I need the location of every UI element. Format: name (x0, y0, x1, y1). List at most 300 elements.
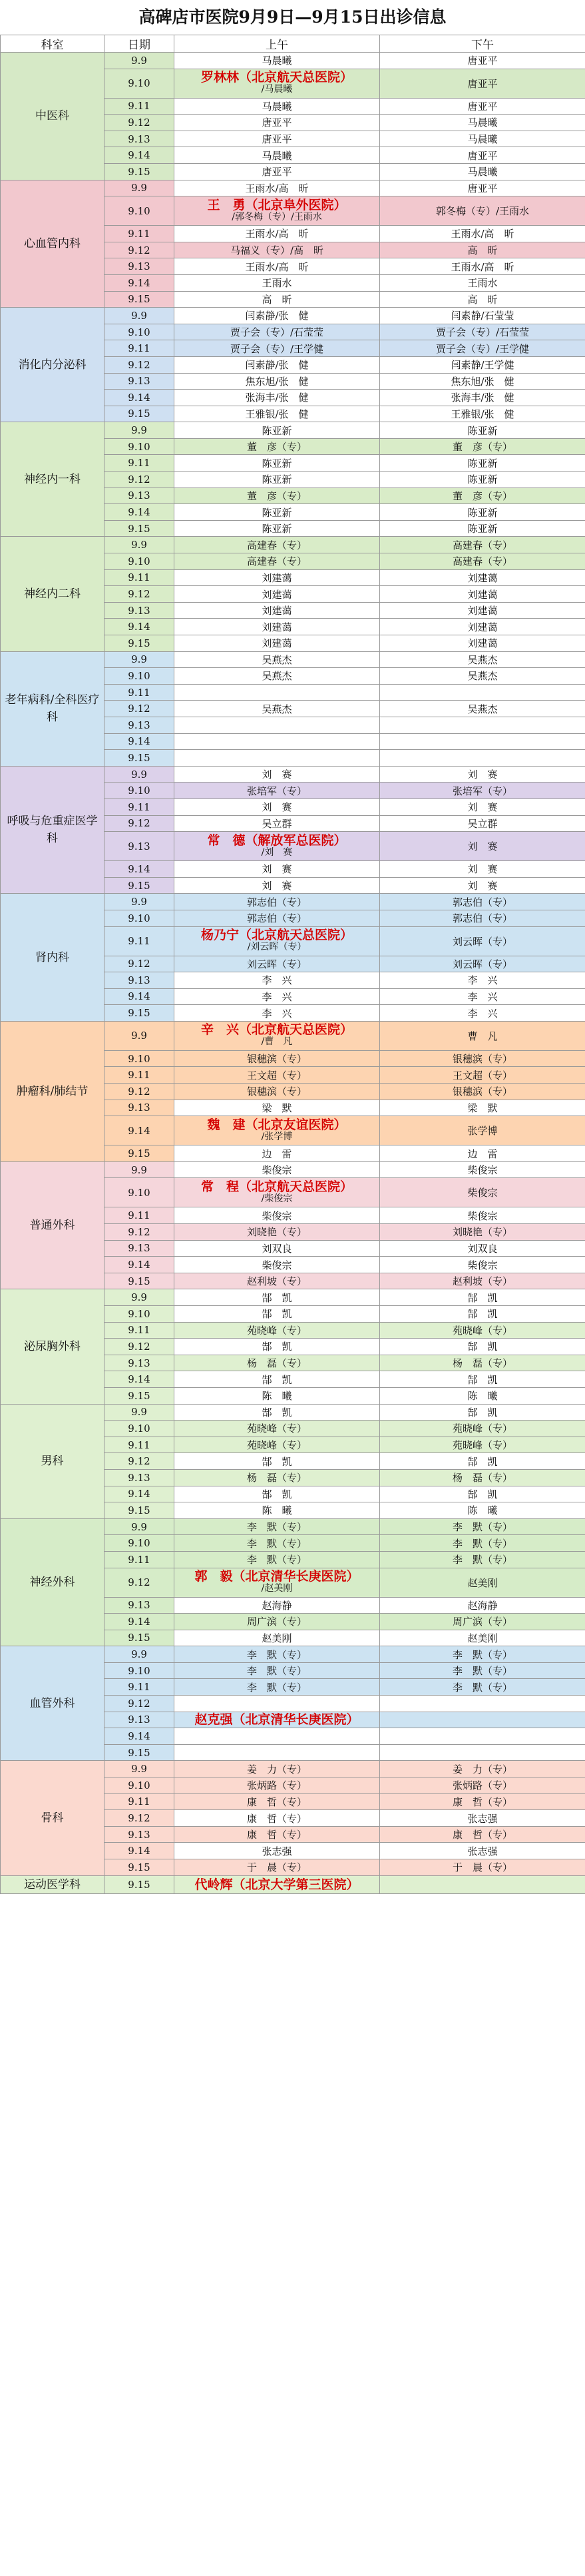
afternoon-cell: 陈亚新 (380, 455, 585, 472)
schedule-row (1, 537, 585, 553)
afternoon-cell (380, 733, 585, 750)
afternoon-cell: 马晨曦 (380, 163, 585, 180)
afternoon-cell: 郜 凯 (380, 1306, 585, 1323)
morning-cell: 姜 力（专） (174, 1761, 380, 1777)
morning-cell: 柴俊宗 (174, 1207, 380, 1224)
date-cell: 9.9 (104, 180, 174, 196)
afternoon-cell: 张志强 (380, 1843, 585, 1859)
morning-cell: 王雨水 (174, 274, 380, 291)
date-cell: 9.9 (104, 1404, 174, 1421)
afternoon-cell: 曹 凡 (380, 1021, 585, 1050)
date-cell: 9.13 (104, 717, 174, 733)
afternoon-cell: 贾子会（专）/王学健 (380, 340, 585, 357)
afternoon-cell: 董 彦（专） (380, 487, 585, 504)
date-cell: 9.13 (104, 1100, 174, 1116)
schedule-row (1, 766, 585, 783)
schedule-table (0, 35, 585, 1894)
morning-doctor: /张学博 (261, 1131, 293, 1142)
date-cell: 9.11 (104, 1322, 174, 1339)
morning-cell: 唐亚平 (174, 131, 380, 147)
visiting-expert-name: 常 程（北京航天总医院） (200, 1179, 353, 1194)
afternoon-cell: 杨 磊（专） (380, 1469, 585, 1486)
date-cell: 9.12 (104, 586, 174, 603)
morning-cell: 郜 凯 (174, 1453, 380, 1470)
morning-cell: 康 哲（专） (174, 1793, 380, 1810)
afternoon-cell: 唐亚平 (380, 180, 585, 196)
date-cell: 9.15 (104, 1273, 174, 1289)
morning-cell (174, 926, 380, 956)
afternoon-cell: 康 哲（专） (380, 1793, 585, 1810)
schedule-row (1, 308, 585, 324)
visiting-expert-name: 王 勇（北京阜外医院） (207, 197, 347, 212)
date-cell: 9.15 (104, 877, 174, 894)
morning-cell: 陈亚新 (174, 472, 380, 488)
date-cell: 9.11 (104, 98, 174, 115)
morning-cell: 闫素静/张 健 (174, 308, 380, 324)
date-cell: 9.14 (104, 147, 174, 164)
date-cell: 9.13 (104, 602, 174, 619)
department-name: 老年病科/全科医疗科 (1, 651, 104, 766)
date-cell: 9.13 (104, 487, 174, 504)
date-cell: 9.12 (104, 115, 174, 131)
date-cell: 9.14 (104, 1371, 174, 1388)
morning-cell (174, 69, 380, 98)
afternoon-cell: 李 兴 (380, 988, 585, 1005)
date-cell: 9.13 (104, 1712, 174, 1728)
afternoon-cell: 刘双良 (380, 1240, 585, 1257)
visiting-expert-name: 代岭辉（北京大学第三医院） (194, 1877, 359, 1892)
morning-cell: 刘 赛 (174, 861, 380, 878)
date-cell: 9.14 (104, 1728, 174, 1745)
department-name: 血管外科 (1, 1646, 104, 1761)
afternoon-cell: 周广滨（专） (380, 1614, 585, 1630)
afternoon-cell: 刘 赛 (380, 799, 585, 815)
date-cell: 9.10 (104, 1777, 174, 1794)
afternoon-cell: 边 雷 (380, 1145, 585, 1162)
header-row (1, 35, 585, 53)
afternoon-cell: 陈 曦 (380, 1502, 585, 1519)
morning-cell: 陈亚新 (174, 422, 380, 439)
date-cell: 9.14 (104, 390, 174, 406)
date-cell: 9.14 (104, 1614, 174, 1630)
date-cell: 9.11 (104, 1437, 174, 1453)
afternoon-cell: 刘建蔼 (380, 569, 585, 586)
afternoon-cell: 王雨水/高 昕 (380, 258, 585, 275)
schedule-row (1, 53, 585, 69)
date-cell: 9.12 (104, 1339, 174, 1355)
department-name: 运动医学科 (1, 1875, 104, 1893)
date-cell: 9.13 (104, 972, 174, 989)
afternoon-cell: 吴立群 (380, 815, 585, 832)
morning-cell: 贾子会（专）/石莹莹 (174, 324, 380, 340)
date-cell: 9.9 (104, 1021, 174, 1050)
morning-cell: 周广滨（专） (174, 1614, 380, 1630)
page-title: 高碑店市医院9月9日—9月15日出诊信息 (138, 7, 447, 27)
schedule-row (1, 1289, 585, 1306)
morning-cell: 马晨曦 (174, 98, 380, 115)
morning-cell: 刘建蔼 (174, 619, 380, 635)
department-name: 心血管内科 (1, 180, 104, 308)
morning-cell: 刘 赛 (174, 766, 380, 783)
date-cell: 9.15 (104, 1387, 174, 1404)
afternoon-cell: 郜 凯 (380, 1453, 585, 1470)
morning-cell (174, 750, 380, 767)
afternoon-cell: 王雅银/张 健 (380, 406, 585, 422)
date-cell: 9.13 (104, 1597, 174, 1614)
afternoon-cell: 郭志伯（专） (380, 894, 585, 910)
date-cell: 9.10 (104, 783, 174, 799)
afternoon-cell: 梁 默 (380, 1100, 585, 1116)
afternoon-cell: 郭志伯（专） (380, 910, 585, 926)
morning-cell: 李 默（专） (174, 1518, 380, 1535)
afternoon-cell (380, 1696, 585, 1712)
visiting-expert-name: 魏 建（北京友谊医院） (207, 1117, 347, 1132)
afternoon-cell: 焦东旭/张 健 (380, 373, 585, 390)
morning-cell: 郜 凯 (174, 1371, 380, 1388)
afternoon-cell: 郜 凯 (380, 1289, 585, 1306)
afternoon-cell: 吴燕杰 (380, 701, 585, 717)
morning-cell: 苑晓峰（专） (174, 1322, 380, 1339)
morning-cell: 焦东旭/张 健 (174, 373, 380, 390)
date-cell: 9.14 (104, 619, 174, 635)
morning-cell: 李 兴 (174, 988, 380, 1005)
morning-cell: 银穗滨（专） (174, 1050, 380, 1067)
afternoon-cell: 刘建蔼 (380, 586, 585, 603)
morning-cell (174, 1696, 380, 1712)
morning-cell: 陈亚新 (174, 504, 380, 521)
afternoon-cell: 刘 赛 (380, 861, 585, 878)
morning-cell: 刘双良 (174, 1240, 380, 1257)
department-name: 普通外科 (1, 1161, 104, 1289)
morning-cell: 刘晓艳（专） (174, 1224, 380, 1241)
date-cell: 9.13 (104, 373, 174, 390)
afternoon-cell: 刘云晖（专） (380, 956, 585, 972)
afternoon-cell: 李 默（专） (380, 1518, 585, 1535)
afternoon-cell: 银穗滨（专） (380, 1050, 585, 1067)
date-cell: 9.13 (104, 1355, 174, 1371)
afternoon-cell (380, 1744, 585, 1761)
morning-cell: 陈 曦 (174, 1502, 380, 1519)
morning-cell (174, 1875, 380, 1893)
date-cell: 9.15 (104, 1145, 174, 1162)
morning-cell: 吴燕杰 (174, 651, 380, 668)
date-cell: 9.10 (104, 553, 174, 570)
department-name: 呼吸与危重症医学科 (1, 766, 104, 894)
afternoon-cell (380, 684, 585, 701)
morning-cell: 于 晨（专） (174, 1859, 380, 1876)
morning-doctor: /刘 赛 (261, 846, 293, 858)
schedule-row (1, 1646, 585, 1663)
afternoon-cell: 陈 曦 (380, 1387, 585, 1404)
afternoon-cell: 刘建蔼 (380, 619, 585, 635)
afternoon-cell: 刘 赛 (380, 766, 585, 783)
morning-cell: 王雨水/高 昕 (174, 258, 380, 275)
header-pm: 下午 (380, 35, 585, 53)
morning-cell (174, 1568, 380, 1597)
morning-cell: 赵利坡（专） (174, 1273, 380, 1289)
morning-cell: 闫素静/张 健 (174, 356, 380, 373)
date-cell: 9.14 (104, 861, 174, 878)
afternoon-cell: 闫素静/王学健 (380, 356, 585, 373)
afternoon-cell: 康 哲（专） (380, 1826, 585, 1843)
date-cell: 9.9 (104, 894, 174, 910)
morning-cell: 李 默（专） (174, 1551, 380, 1568)
date-cell: 9.9 (104, 537, 174, 553)
department-name: 中医科 (1, 53, 104, 180)
date-cell: 9.9 (104, 1761, 174, 1777)
afternoon-cell: 董 彦（专） (380, 438, 585, 455)
morning-cell (174, 1712, 380, 1728)
afternoon-cell: 吴燕杰 (380, 651, 585, 668)
date-cell: 9.13 (104, 1240, 174, 1257)
date-cell: 9.9 (104, 651, 174, 668)
morning-cell: 张培军（专） (174, 783, 380, 799)
department-name: 泌尿胸外科 (1, 1289, 104, 1404)
morning-doctor: /刘云晖（专） (247, 942, 307, 952)
date-cell: 9.12 (104, 242, 174, 258)
date-cell: 9.12 (104, 815, 174, 832)
morning-cell: 柴俊宗 (174, 1257, 380, 1273)
date-cell: 9.12 (104, 956, 174, 972)
afternoon-cell: 贾子会（专）/石莹莹 (380, 324, 585, 340)
schedule-row (1, 422, 585, 439)
morning-cell: 李 默（专） (174, 1646, 380, 1663)
date-cell: 9.14 (104, 988, 174, 1005)
afternoon-cell: 李 默（专） (380, 1662, 585, 1679)
morning-cell: 刘建蔼 (174, 569, 380, 586)
morning-cell: 郜 凯 (174, 1306, 380, 1323)
date-cell: 9.11 (104, 340, 174, 357)
date-cell: 9.14 (104, 504, 174, 521)
morning-cell: 刘建蔼 (174, 586, 380, 603)
afternoon-cell: 赵美刚 (380, 1630, 585, 1646)
visiting-expert-name: 杨乃宁（北京航天总医院） (200, 928, 353, 942)
schedule-row (1, 1761, 585, 1777)
afternoon-cell: 李 兴 (380, 972, 585, 989)
date-cell: 9.15 (104, 1502, 174, 1519)
date-cell: 9.12 (104, 1224, 174, 1241)
date-cell: 9.11 (104, 1679, 174, 1696)
morning-cell: 苑晓峰（专） (174, 1421, 380, 1437)
afternoon-cell (380, 717, 585, 733)
morning-cell: 张志强 (174, 1843, 380, 1859)
afternoon-cell: 柴俊宗 (380, 1257, 585, 1273)
afternoon-cell: 马晨曦 (380, 131, 585, 147)
afternoon-cell: 刘 赛 (380, 877, 585, 894)
department-name: 骨科 (1, 1761, 104, 1875)
morning-cell: 王雨水/高 昕 (174, 180, 380, 196)
date-cell: 9.11 (104, 455, 174, 472)
schedule-row (1, 894, 585, 910)
date-cell: 9.10 (104, 1535, 174, 1552)
morning-cell: 柴俊宗 (174, 1161, 380, 1178)
afternoon-cell: 郜 凯 (380, 1486, 585, 1502)
date-cell: 9.12 (104, 1568, 174, 1597)
date-cell: 9.11 (104, 799, 174, 815)
morning-cell: 刘 赛 (174, 799, 380, 815)
header-date: 日期 (104, 35, 174, 53)
morning-cell (174, 717, 380, 733)
date-cell: 9.12 (104, 1084, 174, 1100)
afternoon-cell: 刘 赛 (380, 832, 585, 861)
morning-doctor: /柴俊宗 (261, 1193, 293, 1204)
date-cell: 9.9 (104, 1161, 174, 1178)
date-cell: 9.15 (104, 1875, 174, 1893)
morning-cell: 马晨曦 (174, 147, 380, 164)
date-cell: 9.12 (104, 701, 174, 717)
afternoon-cell: 苑晓峰（专） (380, 1437, 585, 1453)
morning-cell: 刘云晖（专） (174, 956, 380, 972)
afternoon-cell: 高 昕 (380, 242, 585, 258)
visiting-expert-name: 辛 兴（北京航天总医院） (200, 1022, 353, 1038)
afternoon-cell: 王文超（专） (380, 1067, 585, 1084)
date-cell: 9.9 (104, 308, 174, 324)
date-cell: 9.15 (104, 750, 174, 767)
date-cell: 9.14 (104, 733, 174, 750)
date-cell: 9.15 (104, 1005, 174, 1022)
schedule-row (1, 1404, 585, 1421)
morning-cell: 银穗滨（专） (174, 1084, 380, 1100)
date-cell: 9.12 (104, 1810, 174, 1827)
morning-cell: 高 昕 (174, 291, 380, 308)
afternoon-cell: 郜 凯 (380, 1339, 585, 1355)
date-cell: 9.15 (104, 406, 174, 422)
afternoon-cell (380, 1728, 585, 1745)
date-cell: 9.15 (104, 163, 174, 180)
afternoon-cell: 张海丰/张 健 (380, 390, 585, 406)
date-cell: 9.14 (104, 274, 174, 291)
morning-cell: 刘建蔼 (174, 602, 380, 619)
morning-cell: 吴燕杰 (174, 668, 380, 685)
morning-doctor: /马晨曦 (261, 84, 293, 95)
date-cell: 9.12 (104, 1696, 174, 1712)
morning-cell: 赵海静 (174, 1597, 380, 1614)
morning-cell: 贾子会（专）/王学健 (174, 340, 380, 357)
afternoon-cell: 陈亚新 (380, 520, 585, 537)
date-cell: 9.15 (104, 291, 174, 308)
date-cell: 9.11 (104, 1551, 174, 1568)
morning-cell: 高建春（专） (174, 553, 380, 570)
morning-cell: 李 默（专） (174, 1662, 380, 1679)
morning-cell (174, 1744, 380, 1761)
afternoon-cell: 高 昕 (380, 291, 585, 308)
morning-cell: 王文超（专） (174, 1067, 380, 1084)
morning-cell: 郭志伯（专） (174, 894, 380, 910)
header-am: 上午 (174, 35, 380, 53)
afternoon-cell: 李 兴 (380, 1005, 585, 1022)
morning-cell: 康 哲（专） (174, 1826, 380, 1843)
schedule-row (1, 651, 585, 668)
department-name: 神经外科 (1, 1518, 104, 1646)
morning-cell: 陈亚新 (174, 520, 380, 537)
afternoon-cell: 柴俊宗 (380, 1161, 585, 1178)
date-cell: 9.10 (104, 668, 174, 685)
date-cell: 9.10 (104, 1662, 174, 1679)
afternoon-cell: 杨 磊（专） (380, 1355, 585, 1371)
morning-cell: 郜 凯 (174, 1404, 380, 1421)
morning-cell: 王雨水/高 昕 (174, 226, 380, 242)
morning-cell: 吴立群 (174, 815, 380, 832)
date-cell: 9.10 (104, 196, 174, 226)
date-cell: 9.15 (104, 635, 174, 652)
afternoon-cell: 吴燕杰 (380, 668, 585, 685)
visiting-expert-name: 郭 毅（北京清华长庚医院） (194, 1569, 359, 1584)
date-cell: 9.10 (104, 1178, 174, 1207)
date-cell: 9.9 (104, 422, 174, 439)
date-cell: 9.13 (104, 131, 174, 147)
afternoon-cell: 张培军（专） (380, 783, 585, 799)
afternoon-cell: 陈亚新 (380, 472, 585, 488)
date-cell: 9.9 (104, 53, 174, 69)
morning-cell: 李 默（专） (174, 1679, 380, 1696)
afternoon-cell: 王雨水/高 昕 (380, 226, 585, 242)
date-cell: 9.12 (104, 356, 174, 373)
afternoon-cell: 陈亚新 (380, 504, 585, 521)
afternoon-cell: 郭冬梅（专）/王雨水 (380, 196, 585, 226)
afternoon-cell: 苑晓峰（专） (380, 1421, 585, 1437)
date-cell: 9.15 (104, 1859, 174, 1876)
afternoon-cell: 银穗滨（专） (380, 1084, 585, 1100)
afternoon-cell: 李 默（专） (380, 1535, 585, 1552)
department-name: 消化内分泌科 (1, 308, 104, 422)
date-cell: 9.9 (104, 1646, 174, 1663)
afternoon-cell: 赵利坡（专） (380, 1273, 585, 1289)
morning-cell (174, 1021, 380, 1050)
date-cell: 9.12 (104, 472, 174, 488)
schedule-body (1, 53, 585, 1894)
afternoon-cell: 郜 凯 (380, 1404, 585, 1421)
afternoon-cell: 赵美刚 (380, 1568, 585, 1597)
afternoon-cell: 柴俊宗 (380, 1207, 585, 1224)
morning-cell (174, 1178, 380, 1207)
morning-cell: 梁 默 (174, 1100, 380, 1116)
afternoon-cell: 于 晨（专） (380, 1859, 585, 1876)
morning-cell: 王雅银/张 健 (174, 406, 380, 422)
afternoon-cell: 李 默（专） (380, 1646, 585, 1663)
morning-cell: 张海丰/张 健 (174, 390, 380, 406)
date-cell: 9.9 (104, 766, 174, 783)
date-cell: 9.14 (104, 1257, 174, 1273)
department-name: 神经内一科 (1, 422, 104, 537)
morning-doctor: /郭冬梅（专）/王雨水 (232, 211, 322, 222)
schedule-row (1, 1875, 585, 1893)
date-cell: 9.10 (104, 1306, 174, 1323)
morning-cell: 杨 磊（专） (174, 1355, 380, 1371)
morning-cell (174, 733, 380, 750)
afternoon-cell: 李 默（专） (380, 1679, 585, 1696)
date-cell: 9.10 (104, 1421, 174, 1437)
afternoon-cell: 刘晓艳（专） (380, 1224, 585, 1241)
morning-cell: 张炳路（专） (174, 1777, 380, 1794)
afternoon-cell: 李 默（专） (380, 1551, 585, 1568)
date-cell: 9.15 (104, 520, 174, 537)
date-cell: 9.14 (104, 1486, 174, 1502)
afternoon-cell: 柴俊宗 (380, 1178, 585, 1207)
date-cell: 9.10 (104, 438, 174, 455)
visiting-expert-name: 赵克强（北京清华长庚医院） (194, 1712, 359, 1728)
morning-cell: 康 哲（专） (174, 1810, 380, 1827)
date-cell: 9.10 (104, 910, 174, 926)
morning-doctor: /曹 凡 (261, 1036, 293, 1048)
date-cell: 9.11 (104, 1793, 174, 1810)
morning-cell: 高建春（专） (174, 537, 380, 553)
date-cell: 9.11 (104, 1067, 174, 1084)
morning-cell (174, 196, 380, 226)
afternoon-cell: 唐亚平 (380, 98, 585, 115)
morning-cell: 马福义（专）/高 昕 (174, 242, 380, 258)
visiting-expert-name: 常 德（解放军总医院） (207, 832, 347, 848)
morning-cell (174, 1728, 380, 1745)
